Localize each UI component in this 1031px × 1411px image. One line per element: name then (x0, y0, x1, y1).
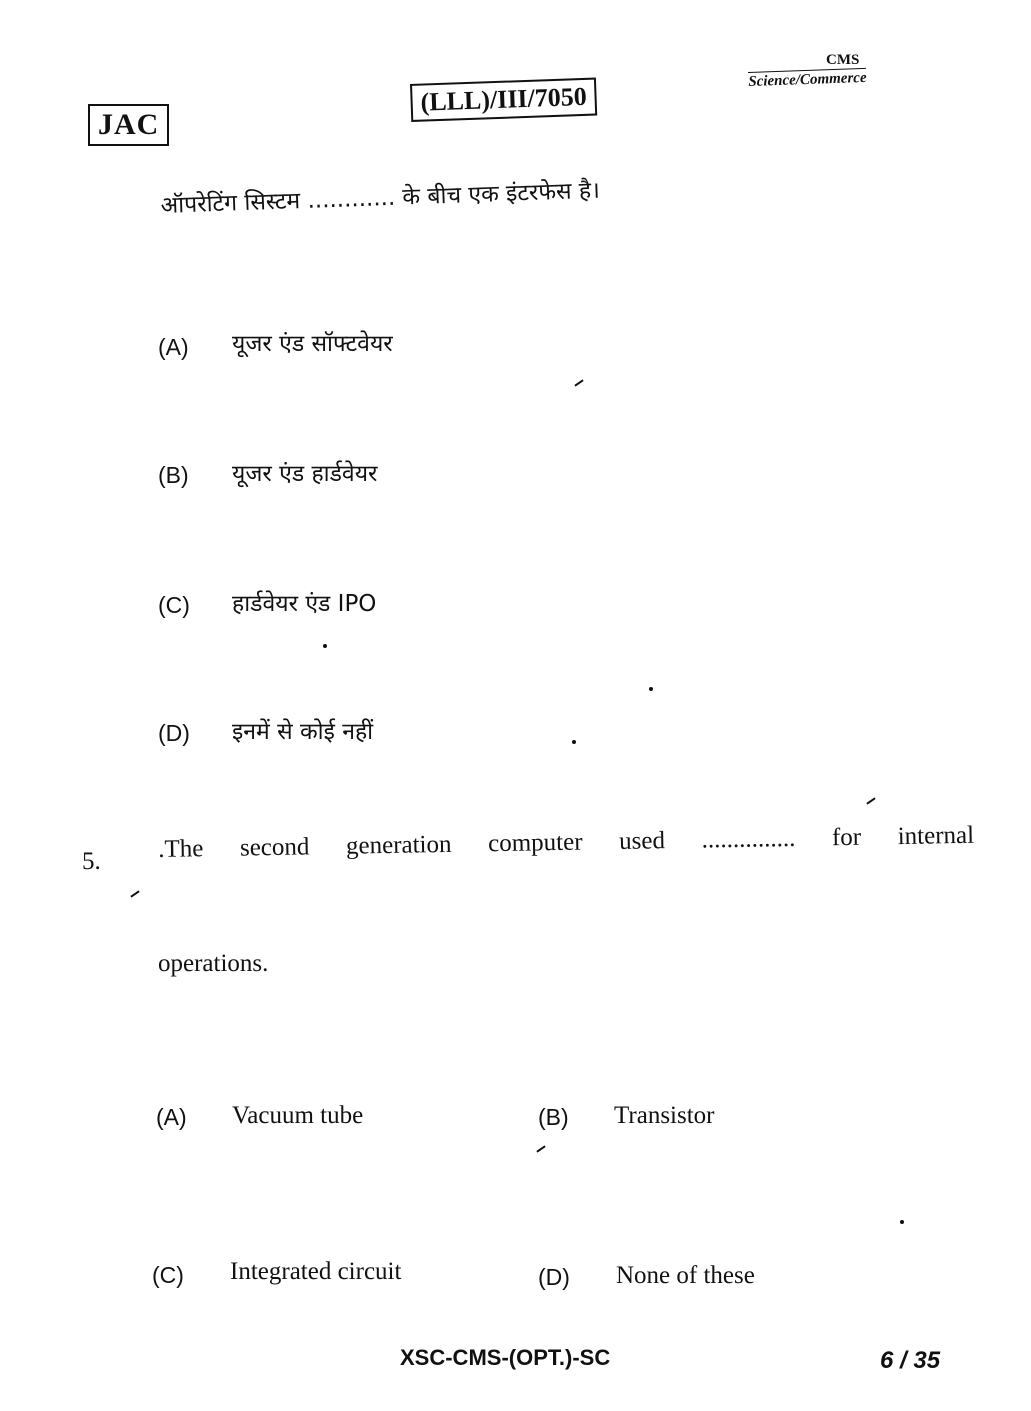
q5-option-d-letter: (D) (538, 1264, 570, 1290)
q5-blank: ............... (701, 824, 796, 854)
pen-mark (866, 797, 875, 804)
q5-option-b-text: Transistor (614, 1102, 715, 1129)
q4-option-a-text: यूजर एंड सॉफ्टवेयर (232, 331, 393, 357)
pen-mark (574, 379, 583, 386)
subject-label: CMS (826, 52, 860, 68)
paper-code: (LLL)/III/7050 (410, 78, 597, 122)
q5-option-d-text: None of these (616, 1262, 755, 1289)
q4-option-a-letter: (A) (158, 334, 189, 360)
q5-option-b-letter: (B) (538, 1104, 569, 1130)
scan-speck (900, 1220, 904, 1224)
q5-word: .The (158, 835, 204, 863)
q5-word: computer (487, 828, 583, 858)
q5-option-a-letter: (A) (156, 1104, 187, 1130)
scan-speck (572, 740, 576, 744)
q5-word: internal (897, 821, 975, 851)
page-number: 6 / 35 (880, 1347, 941, 1374)
q4-option-d-text: इनमें से कोई नहीं (232, 719, 374, 745)
stream-label: Science/Commerce (748, 69, 867, 90)
q4-option-d-letter: (D) (158, 720, 190, 746)
q5-option-c-letter: (C) (152, 1262, 184, 1288)
q4-option-b-text: यूजर एंड हार्डवेयर (232, 461, 378, 487)
pen-mark (130, 890, 139, 897)
question-4-stem: ऑपरेटिंग सिस्टम ............ के बीच एक इंटरफेस है। (160, 177, 601, 219)
scan-speck (323, 644, 327, 648)
q5-word: for (831, 823, 862, 852)
q5-option-c-text: Integrated circuit (230, 1258, 402, 1285)
footer-paper-code: XSC-CMS-(OPT.)-SC (400, 1345, 611, 1370)
pen-mark (536, 1145, 545, 1152)
q5-word: used (618, 827, 666, 855)
scan-speck (649, 687, 653, 691)
q5-word: generation (345, 830, 452, 860)
q5-option-a-text: Vacuum tube (232, 1102, 364, 1129)
question-5-stem-continuation: operations. (158, 950, 269, 977)
q4-option-c-letter: (C) (158, 592, 190, 618)
question-5-number: 5. (82, 848, 101, 875)
q4-option-b-letter: (B) (158, 462, 189, 488)
board-label: JAC (88, 104, 169, 146)
q4-option-c-text: हार्डवेयर एंड IPO (232, 591, 377, 617)
q5-word: second (239, 833, 310, 862)
question-5-stem (158, 822, 974, 864)
